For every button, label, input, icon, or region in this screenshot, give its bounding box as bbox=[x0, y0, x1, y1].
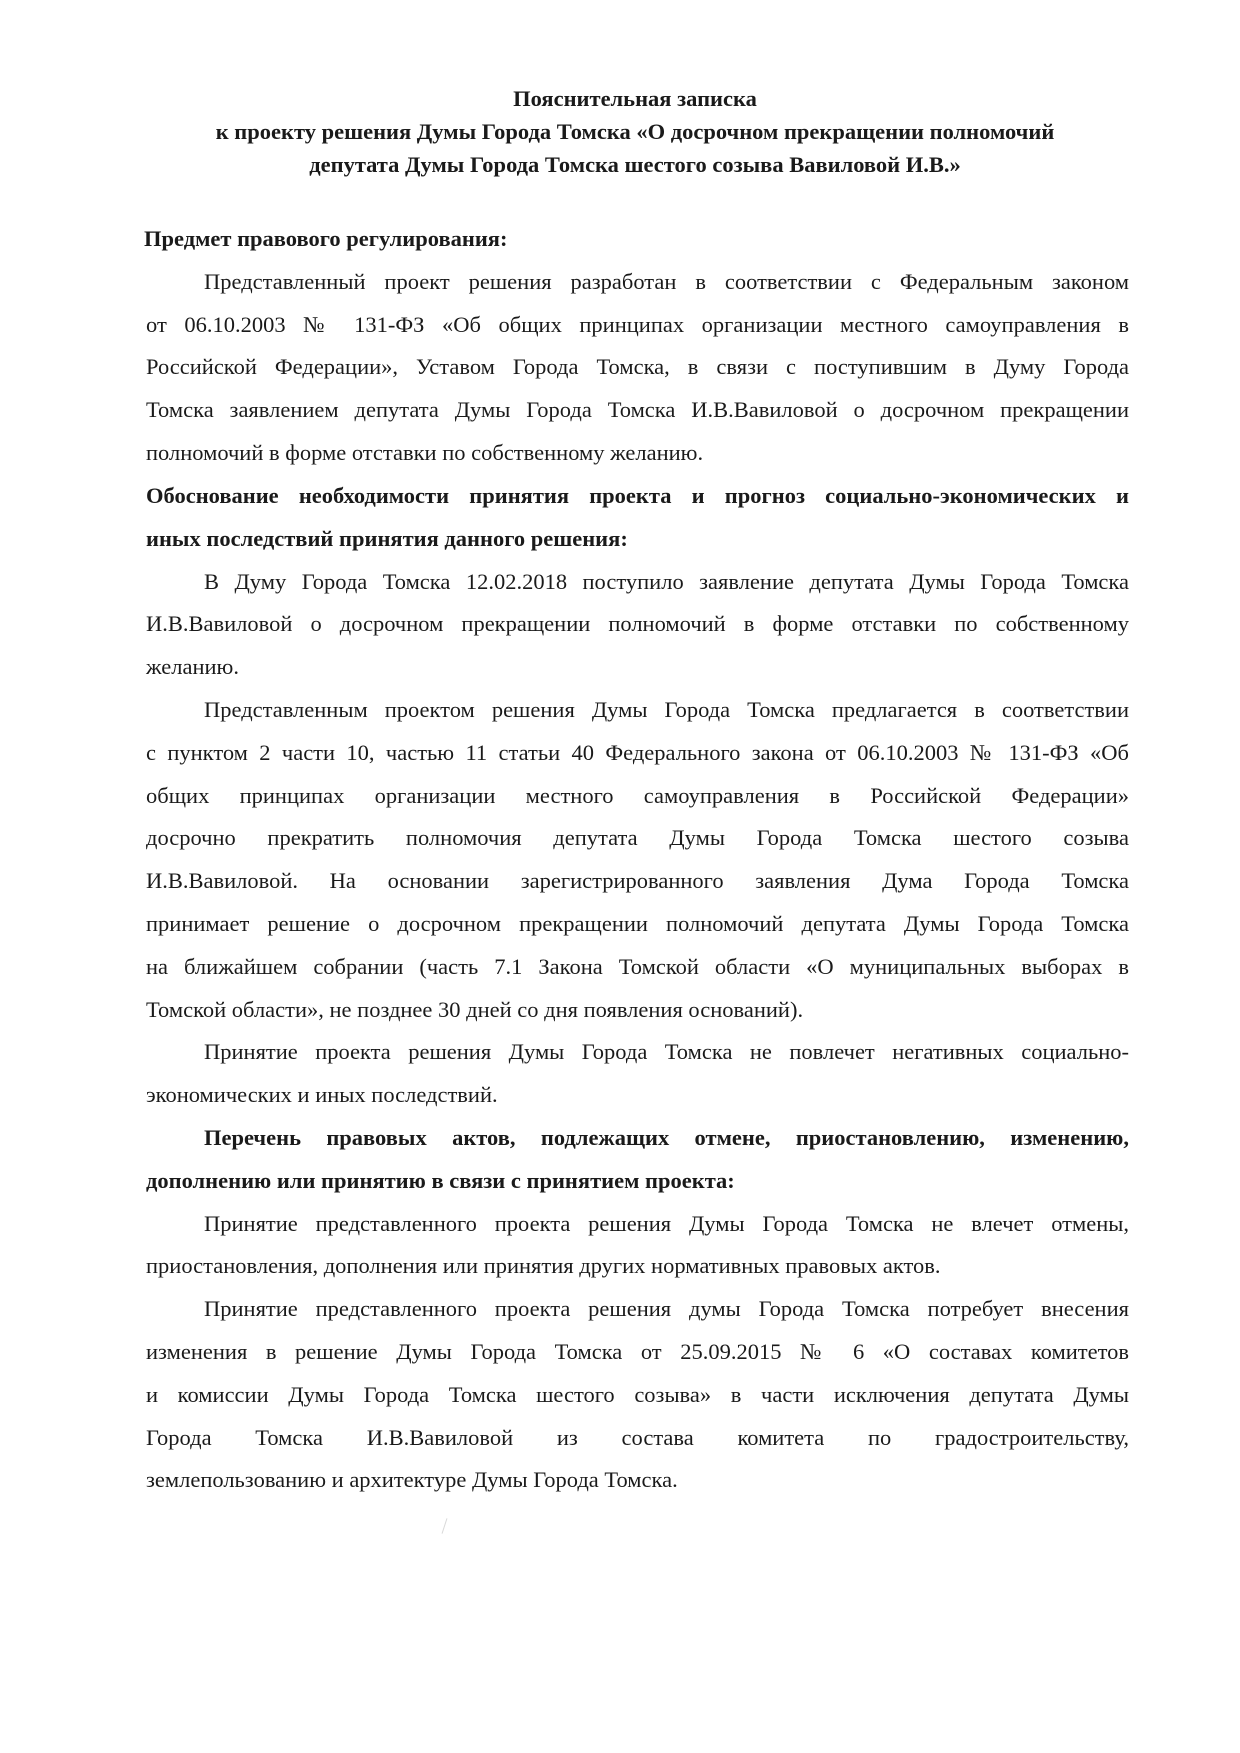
section-heading: Перечень правовых актов, подлежащих отмене, приостановлению, изменению, bbox=[204, 1125, 1129, 1150]
paragraph-line: Города Томска И.В.Вавиловой из состава комитета по градостроительству, bbox=[146, 1424, 1129, 1450]
paragraph-line: И.В.Вавиловой о досрочном прекращении полномочий в форме отставки по собственному bbox=[146, 611, 1129, 637]
section-heading: иных последствий принятия данного решения: bbox=[146, 525, 628, 551]
paragraph-line: И.В.Вавиловой. На основании зарегистрированного заявления Дума Города Томска bbox=[146, 868, 1129, 894]
scan-speck bbox=[442, 1518, 448, 1534]
paragraph-line: приостановления, дополнения или принятия других нормативных правовых актов. bbox=[146, 1253, 941, 1279]
paragraph-line: Представленный проект решения разработан в соответствии с Федеральным законом bbox=[204, 268, 1129, 294]
paragraph-line: и комиссии Думы Города Томска шестого созыва» в части исключения депутата Думы bbox=[146, 1381, 1129, 1407]
paragraph-line: общих принципах организации местного самоуправления в Российской Федерации» bbox=[146, 782, 1129, 808]
paragraph-line: землепользованию и архитектуре Думы Города Томска. bbox=[146, 1467, 678, 1493]
section-legal-acts bbox=[146, 1117, 1129, 1502]
title-line: Пояснительная записка bbox=[513, 86, 757, 111]
paragraph-line: изменения в решение Думы Города Томска от 25.09.2015 № 6 «О составах комитетов bbox=[146, 1338, 1129, 1364]
section-heading: Предмет правового регулирования: bbox=[144, 226, 508, 251]
paragraph-line: Российской Федерации», Уставом Города Томска, в связи с поступившим в Думу Города bbox=[146, 354, 1129, 380]
paragraph-line: досрочно прекратить полномочия депутата Думы Города Томска шестого созыва bbox=[146, 825, 1129, 851]
paragraph-line: Томской области», не позднее 30 дней со дня появления оснований). bbox=[146, 996, 804, 1022]
document-title bbox=[140, 82, 1130, 181]
paragraph-line: на ближайшем собрании (часть 7.1 Закона Томской области «О муниципальных выборах в bbox=[146, 953, 1129, 979]
section-heading: дополнению или принятию в связи с принятием проекта: bbox=[146, 1167, 735, 1193]
title-line: к проекту решения Думы Города Томска «О досрочном прекращении полномочий bbox=[215, 119, 1055, 144]
title-line: депутата Думы Города Томска шестого созыва Вавиловой И.В.» bbox=[309, 152, 961, 177]
paragraph-line: желанию. bbox=[146, 654, 239, 680]
section-heading: Обоснование необходимости принятия проекта и прогноз социально-экономических и bbox=[146, 483, 1129, 508]
paragraph-line: Принятие представленного проекта решения думы Города Томска потребует внесения bbox=[204, 1296, 1129, 1322]
paragraph-line: Принятие представленного проекта решения Думы Города Томска не влечет отмены, bbox=[204, 1210, 1129, 1236]
paragraph-line: Томска заявлением депутата Думы Города Томска И.В.Вавиловой о досрочном прекращении bbox=[146, 397, 1129, 423]
paragraph-line: В Думу Города Томска 12.02.2018 поступило заявление депутата Думы Города Томска bbox=[204, 568, 1129, 594]
section-legal-subject bbox=[146, 218, 1129, 475]
paragraph-line: принимает решение о досрочном прекращении полномочий депутата Думы Города Томска bbox=[146, 910, 1129, 936]
paragraph-line: Принятие проекта решения Думы Города Томска не повлечет негативных социально- bbox=[204, 1039, 1129, 1065]
paragraph-line: экономических и иных последствий. bbox=[146, 1082, 498, 1108]
paragraph-line: Представленным проектом решения Думы Города Томска предлагается в соответствии bbox=[204, 696, 1129, 722]
paragraph-line: с пунктом 2 части 10, частью 11 статьи 40 Федерального закона от 06.10.2003 № 131-ФЗ «Об bbox=[146, 739, 1129, 765]
section-justification bbox=[146, 475, 1129, 1117]
paragraph-line: полномочий в форме отставки по собственному желанию. bbox=[146, 439, 704, 465]
paragraph-line: от 06.10.2003 № 131-ФЗ «Об общих принципах организации местного самоуправления в bbox=[146, 311, 1129, 337]
